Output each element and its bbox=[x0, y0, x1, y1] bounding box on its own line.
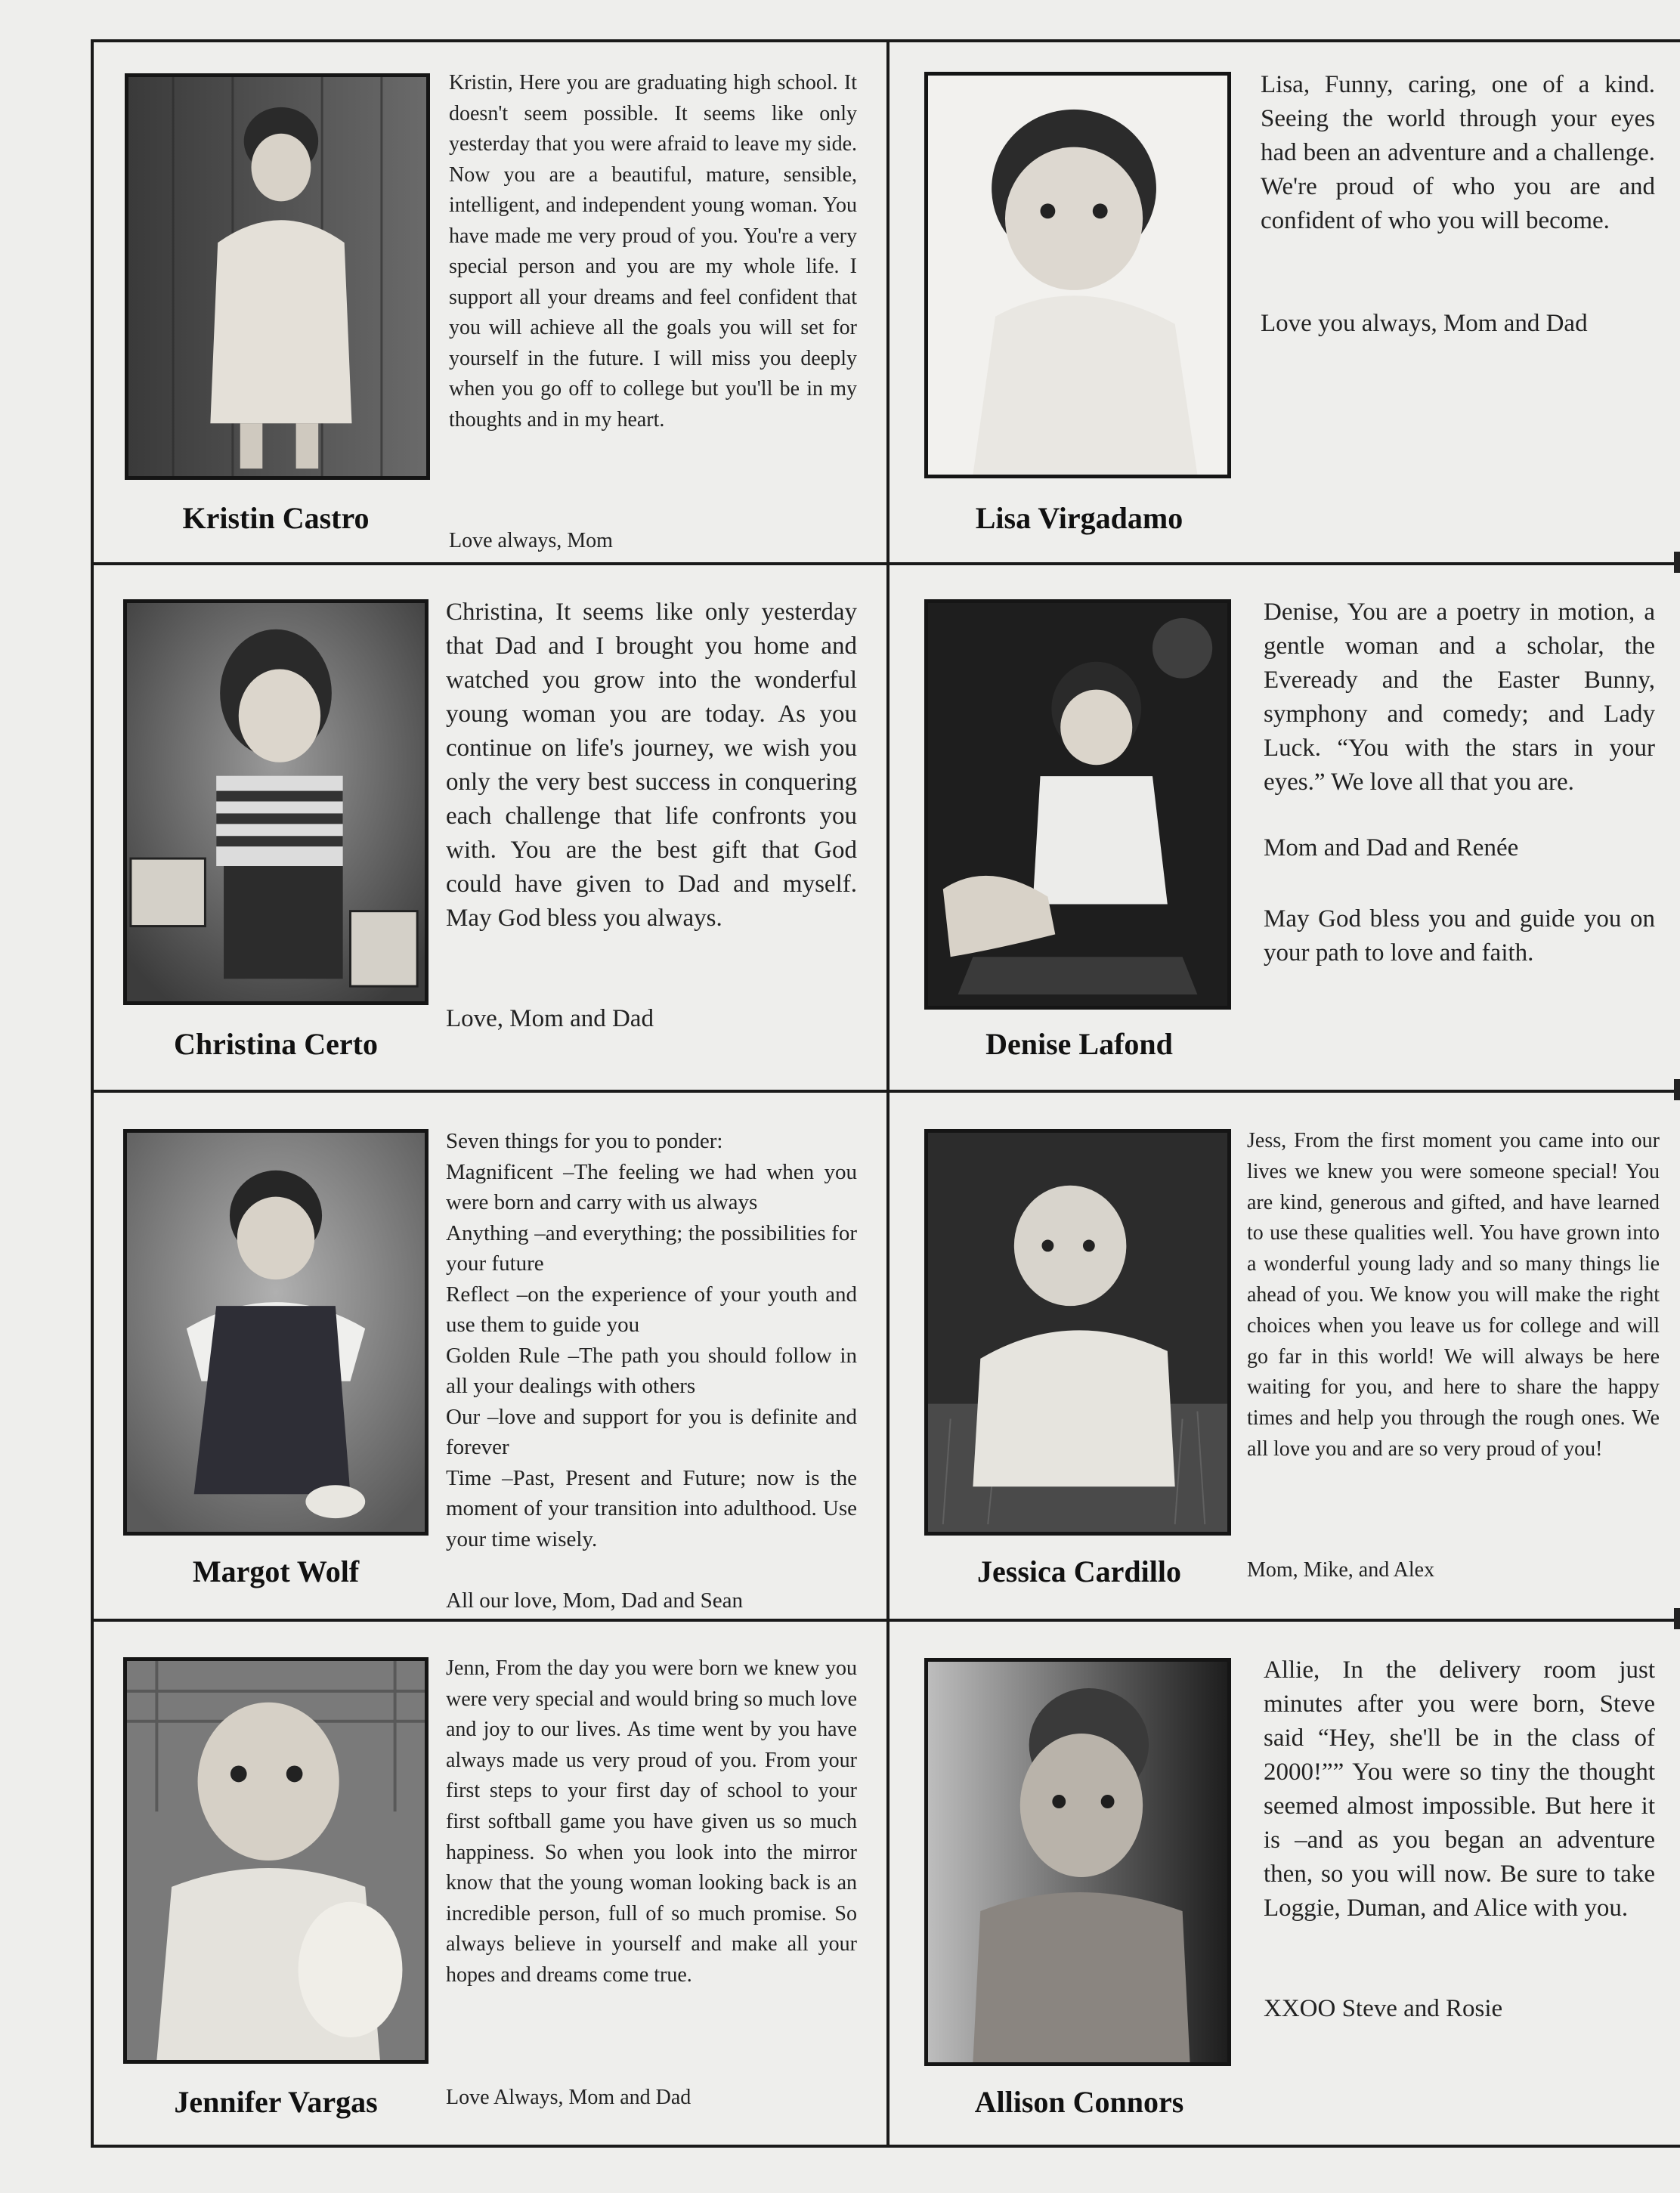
parent-message bbox=[1264, 1653, 1655, 1925]
message-text: Denise, You are a poetry in motion, a gentle woman and a scholar, the Eveready and the Easter Bunny, symphony and comedy; and Lady Luck. “You with the stars in your eyes.” We love all that you are. bbox=[1264, 599, 1655, 796]
baby-photo bbox=[123, 599, 429, 1005]
message-text: Seven things for you to ponder: Magnificent –The feeling we had when you were born and carry with us always Anything –and everything; the possibilities for your future Reflect –on the experience of your youth and use them to guide you Golden Rule –The path you should follow in all your dealings with others Our –love and support for you is definite and forever Time –Past, Present and Future; now is the moment of your transition into adulthood. Use your time wisely. bbox=[446, 1129, 857, 1551]
student-name: Denise Lafond bbox=[985, 1027, 1173, 1061]
message-text: Allie, In the delivery room just minutes after you were born, Steve said “Hey, she'll be in the class of 2000!”” You were so tiny the thought seemed almost impossible. But here it is –and as you began an adventure then, so you will now. Be sure to take Loggie, Duman, and Alice with you. bbox=[1264, 1656, 1655, 1922]
parent-message bbox=[449, 68, 857, 435]
column-divider bbox=[886, 39, 890, 2148]
student-name: Christina Certo bbox=[174, 1027, 378, 1061]
parent-message bbox=[446, 1653, 857, 1991]
page-edge-mark bbox=[1674, 1079, 1680, 1100]
student-name: Kristin Castro bbox=[182, 501, 370, 535]
message-text: Lisa, Funny, caring, one of a kind. Seeing the world through your eyes had been an adventure and a challenge. We're proud of who you are and confident of who you will become. bbox=[1261, 71, 1655, 234]
student-name: Jessica Cardillo bbox=[977, 1554, 1181, 1588]
message-signature: XXOO Steve and Rosie bbox=[1264, 1995, 1503, 2022]
page-edge-mark bbox=[1674, 552, 1680, 573]
student-name: Margot Wolf bbox=[192, 1554, 360, 1588]
message-signature: All our love, Mom, Dad and Sean bbox=[446, 1588, 744, 1613]
blessing-text bbox=[1264, 902, 1655, 970]
message-signature: Love, Mom and Dad bbox=[446, 1005, 654, 1032]
message-signature: Mom, Mike, and Alex bbox=[1247, 1558, 1435, 1582]
message-text: Jess, From the first moment you came into our lives we knew you were someone special! You are kind, generous and gifted, and have learned to use these qualities well. You have grown into a wonderful young lady and so many things lie ahead of you. We know you will make the right choices when you leave us for college and will go far in this world! We will always be here waiting for you, and here to share the happy times and help you through the rough ones. We all love you and are so very proud of you! bbox=[1247, 1129, 1660, 1461]
message-signature: Love always, Mom bbox=[449, 529, 613, 552]
baby-photo bbox=[123, 1657, 429, 2064]
baby-photo bbox=[125, 73, 430, 480]
baby-photo bbox=[924, 1129, 1231, 1536]
row-divider bbox=[91, 562, 1680, 565]
student-name: Allison Connors bbox=[974, 2085, 1184, 2119]
parent-message bbox=[1264, 595, 1655, 800]
parent-message bbox=[1247, 1126, 1660, 1465]
message-text: Christina, It seems like only yesterday that Dad and I brought you home and watched you grow into the wonderful young woman you are today. As you continue on life's journey, we wish you only the very best success in conquering each challenge that life confronts you with. You are the best gift that God could have given to Dad and myself. May God bless you always. bbox=[446, 599, 857, 932]
student-name: Lisa Virgadamo bbox=[975, 501, 1183, 535]
baby-photo bbox=[924, 599, 1231, 1010]
message-text: Kristin, Here you are graduating high school. It doesn't seem possible. It seems like only yesterday that you were afraid to leave my side. Now you are a beautiful, mature, sensible, intelligent, and independent young woman. You have made me very proud of you. You're a very special person and you are my whole life. I support all your dreams and feel confident that you will achieve all the goals you will set for yourself in the future. I will miss you deeply when you go off to college but you'll be in my thoughts and in my heart. bbox=[449, 71, 857, 431]
blessing-line: May God bless you and guide you on your path to love and faith. bbox=[1264, 905, 1655, 967]
baby-photo bbox=[123, 1129, 429, 1536]
message-signature: Mom and Dad and Renée bbox=[1264, 834, 1519, 861]
parent-message bbox=[1261, 68, 1655, 238]
message-signature: Love you always, Mom and Dad bbox=[1261, 310, 1588, 337]
message-signature: Love Always, Mom and Dad bbox=[446, 2086, 691, 2109]
message-text: Jenn, From the day you were born we knew you were very special and would bring so much love and joy to our lives. As time went by you have always made us very proud of you. From your first steps to your first day of school to your first softball game you have given us so much happiness. So when you look into the mirror know that the young woman looking back is an incredible person, full of so much promise. So always believe in yourself and make all your hopes and dreams come true. bbox=[446, 1656, 857, 1987]
page-edge-mark bbox=[1674, 1608, 1680, 1629]
row-divider bbox=[91, 1090, 1680, 1093]
parent-message bbox=[446, 1126, 857, 1554]
student-name: Jennifer Vargas bbox=[174, 2085, 378, 2119]
baby-photo bbox=[924, 1658, 1231, 2066]
baby-photo bbox=[924, 72, 1231, 478]
row-divider bbox=[91, 1619, 1680, 1622]
parent-message bbox=[446, 595, 857, 936]
